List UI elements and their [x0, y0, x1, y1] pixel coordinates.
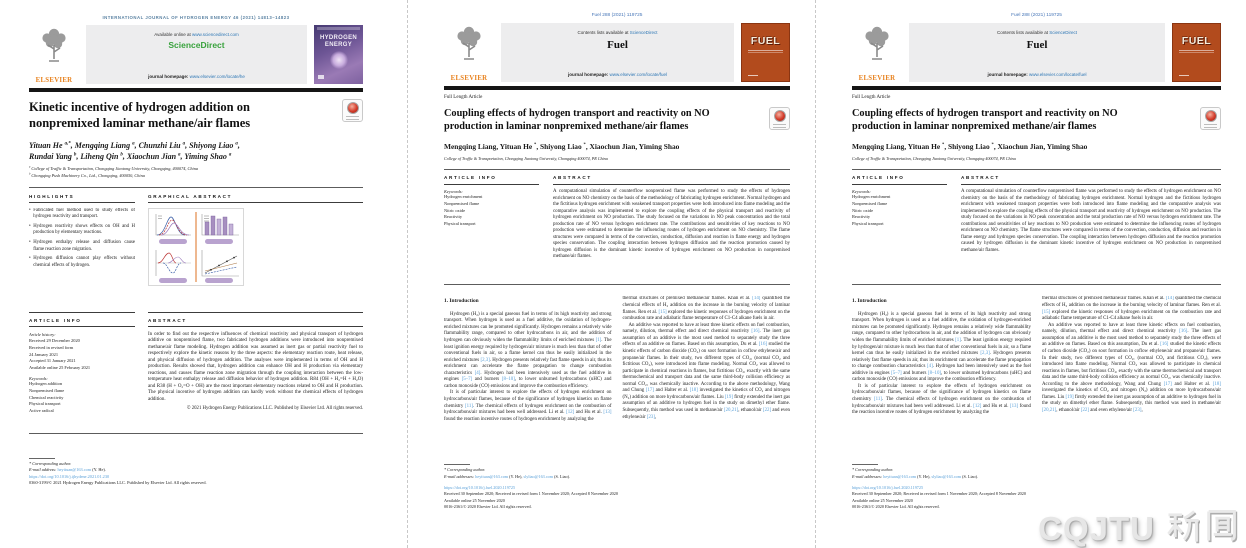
highlight-item: • Hydrogen diffusion cannot play effects without chemical effects of hydrogen.	[29, 256, 135, 268]
article-info-heading: ARTICLE INFO	[852, 175, 905, 181]
journal-homepage-line: journal homepage: www.elsevier.com/locate/fuel	[987, 72, 1087, 77]
abstract-text: In order to find out the respective influences of chemical reactivity and physical transport of hydrogen additive on nonpremixed flame, two fabricated hydrogen additions were introduced into nonpremixed methane/air flame modeling. Hydrogen addition was assumed as inert gas or partial reactivity fuel to respectively explore the kinetic reasons by the three aspects: the elementary reaction route, heat release, and physical diffusion of hydrogen addition. The analyses were implemented in terms of OH and H production. Results showed that, hydrogen addition can enhance OH and H production via elementary reactions, and causes flame reaction zone migration through the coupling interaction between the low-temperature heat enthalpy release and diffusion behavior of hydrogen addition. R84 (OH + H₂=H + H₂O) and R38 (H + O₂=O + OH) are the most important elementary reactions related to OH and H production. The physical incentive of hydrogen addition can hardly work without the chemical effects of hydrogen addition.	[148, 331, 363, 402]
authors-line: Mengqing Liang, Yituan He *, Shiyong Liao *, Xiaochun Jian, Yiming Shao	[444, 141, 680, 151]
keywords-label: Keywords:	[852, 189, 871, 195]
body-column-right	[1042, 296, 1221, 454]
elsevier-wordmark: ELSEVIER	[450, 75, 488, 82]
body-paragraph: thermal structures of premixed methane/air flames. Khan et al. [14] quantified the chemical effects of H₂ addition on the increase in the burning velocity of laminar flames. Ren et al. [15] explored the kinetic responses of hydrogen enrichment on the combustion rate and adiabatic flame temperature of C1-C4 alkane fuels in air.	[1042, 296, 1221, 322]
affiliation-line: $^b$ Chongqing Push Machinery Co., Ltd., Chongqing, 400050, China	[29, 172, 145, 179]
contents-lists-line: Contents lists available at ScienceDirect	[577, 30, 658, 35]
article-info-heading: ARTICLE INFO	[29, 317, 82, 323]
sciencedirect-link[interactable]: ScienceDirect	[629, 30, 658, 35]
body-paragraph: thermal structures of premixed methane/air flames. Khan et al. [14] quantified the chemical effects of H₂ addition on the increase in the burning velocity of laminar flames. Ren et al. [15] explored the kinetic responses of hydrogen enrichment on the combustion rate and adiabatic flame temperature of C1-C4 alkane fuels in air.	[622, 296, 790, 322]
abstract-text: A computational simulation of counterflow nonpremixed flame was performed to study the effects of hydrogen enrichment on NO chemistry on the basis of the methodology of fabricating hydrogen enrichment. Normal hydrogen and the fictitious hydrogen enrichment with weakened transport properties were both introduced into flame modeling and the comparative analysis was implemented to explore the coupling effects of the physical transport and reactivity of hydrogen enrichment on NO production. The study focused on the variations in NO peak concentration and the total production rate of NO versus hydrogen enrichment rate. The contributions and sensitivities of key reactions to NO production were estimated to determine the influencing routes of hydrogen enrichment on NO chemistry. The flame structures were compared in terms of the convection, conduction, diffusion and reaction in flame energy and hydrogen species conservation. The coupling interaction between hydrogen diffusion and the reaction promotion caused by hydrogen diffusion is the dominant kinetic incentive of hydrogen enrichment on NO production in nonpremixed methane/air flames.	[961, 189, 1221, 253]
introduction-heading: 1. Introduction	[852, 298, 887, 305]
affiliation-line: $^a$ College of Traffic & Transportation, Chongqing Jiaotong University, Chongqing, 400074, China	[29, 165, 199, 172]
journal-cover-fuel	[741, 23, 790, 82]
email-line: E-mail addresses: heyituan@163.com (Y. He), slyliao@163.com (S. Liao).	[444, 473, 571, 479]
elsevier-wordmark: ELSEVIER	[858, 75, 896, 82]
doi-link[interactable]: https://doi.org/10.1016/j.fuel.2020.119725	[852, 485, 924, 491]
elsevier-tree-icon	[859, 23, 895, 63]
body-text-columns	[852, 296, 1221, 454]
sciencedirect-logo[interactable]: ScienceDirect	[168, 40, 225, 50]
cover-title: FUEL	[1181, 35, 1212, 47]
available-online-line: Available online at www.sciencedirect.com	[154, 32, 239, 37]
article-type-label: Full Length Article	[852, 95, 891, 100]
check-for-updates-badge[interactable]	[1200, 107, 1221, 130]
journal-name: Fuel	[607, 39, 628, 51]
footnote-block	[444, 464, 790, 510]
paper-title: Kinetic incentive of hydrogen addition on nonpremixed laminar methane/air flames	[29, 100, 251, 130]
body-column-left	[852, 296, 1031, 454]
elsevier-logo	[29, 25, 79, 84]
section-divider	[852, 284, 1221, 285]
keywords-label: Keywords:	[444, 189, 463, 195]
email-link[interactable]: heyituan@163.com	[57, 467, 92, 473]
elsevier-wordmark: ELSEVIER	[35, 77, 73, 84]
elsevier-logo	[444, 23, 494, 82]
journal-header	[852, 23, 1221, 82]
footnote-block	[29, 458, 363, 487]
abstract-heading: ABSTRACT	[553, 175, 592, 181]
section-divider	[852, 169, 1221, 170]
check-for-updates-badge[interactable]	[769, 107, 790, 130]
check-for-updates-badge[interactable]	[342, 99, 363, 122]
abstract-heading: ABSTRACT	[148, 317, 187, 323]
header-divider-bar	[444, 86, 790, 90]
article-info-heading: ARTICLE INFO	[444, 175, 497, 181]
sciencedirect-banner	[909, 23, 1165, 82]
received-dates-line: Received 30 September 2020; Received in revised form 1 November 2020; Accepted 8 November 2020	[852, 491, 1026, 497]
journal-citation-line: Fuel 288 (2021) 119725	[591, 13, 643, 18]
header-divider-bar	[852, 86, 1221, 90]
watermark-latin-text: CQJTU	[1038, 509, 1155, 547]
journal-homepage-line: journal homepage: www.elsevier.com/locate/he	[148, 74, 245, 79]
copyright-line: © 2021 Hydrogen Energy Publications LLC. Published by Elsevier Ltd. All rights reserved.	[186, 405, 363, 411]
doi-link[interactable]: https://doi.org/10.1016/j.ijhydene.2021.01.230	[29, 473, 110, 479]
journal-homepage-line: journal homepage: www.elsevier.com/locate/fuel	[567, 72, 668, 77]
cover-orb-graphic	[330, 51, 348, 69]
cover-title: FUEL	[750, 35, 781, 47]
highlights-heading: HIGHLIGHTS	[29, 193, 75, 199]
journal-homepage-link[interactable]: www.elsevier.com/locate/he	[189, 74, 245, 79]
introduction-heading: 1. Introduction	[444, 298, 479, 305]
keywords-list: Hydrogen enrichment Nonpremixed flame Nitric oxide Reactivity Physical transport	[444, 194, 483, 226]
body-text-columns	[444, 296, 790, 454]
body-paragraph: It is of particular interest to explore the effects of hydrogen enrichment on hydrocarbons/air flames, because of the significance of hydrogen kinetics on flame chemistry [11]. The chemical effects of hydrogen enrichment on the combustion of hydrocarbons/air mixtures had been well addressed. Li et al. [12] and Hu et al. [13] found the reaction incentive routes of hydrogen enrichment by analyzing the	[444, 390, 612, 422]
graphical-abstract-image	[148, 208, 244, 286]
contents-lists-line: Contents lists available at ScienceDirect	[996, 30, 1078, 35]
graphical-abstract-figure	[148, 208, 363, 309]
affiliations	[852, 156, 1221, 162]
keywords-label: Keywords:	[29, 376, 48, 382]
section-divider	[29, 187, 363, 188]
check-for-updates-icon	[1205, 110, 1217, 122]
affiliation-line: College of Traffic & Transportation, Chongqing Jiaotong University, Chongqing 400074, PR China	[852, 156, 1016, 162]
watermark	[1038, 508, 1240, 547]
body-paragraph: Hydrogen (H₂) is a special gaseous fuel in terms of its high reactivity and strong transport. When hydrogen is used as a fuel additive, the oxidation of hydrogen-enriched mixtures can be promoted significantly. Hydrogen remains a relatively wide flammability range, compared to other hydrocarbons in air, and the addition of hydrogen can obviously widen the flammability limits of enriched mixtures [1]. The least ignition energy required by hydrogen/air mixture is much less than that of other conventional fuels in air, so a flame kernel can thus be easily initialized in the enriched mixtures [2,3]. Hydrogen presents relatively fast flame speeds in air, thus its enrichment can accelerate the flame propagation to change combustion characteristics [4]. Hydrogen had been intensively used as the fuel additive in engines [5–7] and burners [8–10], to lower unburned hydrocarbons (uHC) and carbon monoxide (CO) emissions and improve the combustion efficiency.	[444, 311, 612, 389]
journal-citation-line: INTERNATIONAL JOURNAL OF HYDROGEN ENERGY 46 (2021) 14813–14823	[102, 15, 290, 20]
elsevier-tree-icon	[36, 25, 72, 65]
paper-title: Coupling effects of hydrogen transport and reactivity on NO production in laminar nonpremixed methane/air flames	[852, 108, 1118, 133]
cover-publisher-mark	[318, 75, 324, 79]
available-online-line: Available online 25 November 2020	[852, 497, 913, 503]
check-for-updates-icon	[347, 102, 359, 114]
available-online-line: Available online 25 November 2020	[444, 497, 505, 503]
email-link[interactable]: slyliao@163.com	[931, 473, 962, 479]
email-line: E-mail addresses: heyituan@163.com (Y. He), slyliao@163.com (S. Liao).	[852, 473, 979, 479]
highlight-item: • Hydrogen reactivity shows effects on OH and H production by elementary reactions.	[29, 223, 135, 236]
journal-homepage-link[interactable]: www.elsevier.com/locate/fuel	[609, 72, 668, 77]
sciencedirect-url-link[interactable]: www.sciencedirect.com	[191, 32, 239, 37]
paper-page-fuel	[407, 0, 815, 548]
paper-page-fuel	[815, 0, 1246, 548]
doi-link[interactable]: https://doi.org/10.1016/j.fuel.2020.119725	[444, 485, 516, 491]
footnote-block	[852, 464, 1221, 510]
email-line: E-mail address: heyituan@163.com (Y. He).	[29, 467, 106, 473]
received-dates-line: Received 30 September 2020; Received in revised form 1 November 2020; Accepted 8 November 2020	[444, 491, 618, 497]
body-paragraph: An additive was reported to have at least three kinetic effects on fuel combustion, namely, dilution, thermal effect and direct chemical reactivity [16]. The inert gas assumption of an additive is the most used method to separately study the three effects of an additive on flames. Based on this assumption, Du et al. [16] studied the kinetic effects of carbon dioxide (CO₂) on soot formation in coflow ethylene/air and propane/air flames. In their study, two different types of CO₂, (normal CO₂ and fictitious CO₂), were introduced into flame modeling. Normal CO₂ was allowed to participate in chemical reactions in flames, but fictitious CO₂, exactly with the same thermochemical and transport data and the same third-body collision efficiency as normal CO₂, was chemically inactive. According to the above methodology, Wang and Chung [17] and Halter et al. [18] investigated the kinetics of CO₂ and nitrogen (N₂) addition on more hydrocarbons/air flames. Liu [19] firstly extended the inert gas assumption of an additive to hydrogen fuel in the study on dimethyl ether flame. Subsequently, this method was used in methane/air [20,21], ethanol/air [22] and even ethylene/air [23],	[622, 322, 790, 420]
authors-line: Yituan He $^{a,*}$, Mengqing Liang $^a$, Chunzhi Liu $^a$, Shiyong Liao $^a$, Rundai Yang $^b$, Liheng Qin $^b$, Xiaochun Jian $^a$, Yiming Shao $^a$	[29, 141, 240, 162]
highlight-item: • Hydrogen enthalpy release and diffusion cause flame reaction zone migration.	[29, 240, 135, 252]
authors-line: Mengqing Liang, Yituan He *, Shiyong Liao *, Xiaochun Jian, Yiming Shao	[852, 141, 1088, 151]
article-history: Article history: Received 29 December 2020 Received in revised form 24 January 2021 Accepted 31 January 2021 Available online 25 February 2021	[29, 331, 91, 370]
abstract-text: A computational simulation of counterflow nonpremixed flame was performed to study the effects of hydrogen enrichment on NO chemistry on the basis of the methodology of fabricating hydrogen enrichment. Normal hydrogen and the fictitious hydrogen enrichment with weakened transport properties were both introduced into flame modeling and the comparative analysis was implemented to explore the coupling effects of the physical transport and reactivity of hydrogen enrichment on NO production. The study focused on the variations in NO peak concentration and the total production rate of NO versus hydrogen enrichment rate. The contributions and sensitivities of key reactions to NO production were estimated to determine the influencing routes of hydrogen enrichment on NO chemistry. The flame structures were compared in terms of the convection, conduction, diffusion and reaction in flame energy and hydrogen species conservation. The coupling interaction between hydrogen diffusion and the reaction promotion caused by hydrogen diffusion is the dominant kinetic incentive of hydrogen enrichment on NO production in nonpremixed methane/air flames.	[553, 189, 790, 260]
highlights-list	[29, 208, 135, 309]
journal-homepage-link[interactable]: www.elsevier.com/locate/fuel	[1028, 72, 1087, 77]
email-link[interactable]: heyituan@163.com	[475, 473, 509, 479]
body-paragraph: Hydrogen (H₂) is a special gaseous fuel in terms of its high reactivity and strong transport. When hydrogen is used as a fuel additive, the oxidation of hydrogen-enriched mixtures can be promoted significantly. Hydrogen remains a relatively wide flammability range, compared to other hydrocarbons in air, and the addition of hydrogen can obviously widen the flammability limits of enriched mixtures [1]. The least ignition energy required by hydrogen/air mixture is much less than that of other conventional fuels in air, so a flame kernel can thus be easily initialized in the enriched mixtures [2,3]. Hydrogen presents relatively fast flame speeds in air, thus its enrichment can accelerate the flame propagation to change combustion characteristics [4]. Hydrogen had been intensively used as the fuel additive in engines [5–7] and burners [8–10], to lower unburned hydrocarbons (uHC) and carbon monoxide (CO) emissions and improve the combustion efficiency.	[852, 311, 1031, 383]
body-column-left	[444, 296, 612, 454]
graphical-abstract-heading: GRAPHICAL ABSTRACT	[148, 193, 233, 199]
affiliation-line: College of Traffic & Transportation, Chongqing Jiaotong University, Chongqing 400074, PR China	[444, 156, 608, 162]
journal-citation-line: Fuel 288 (2021) 119725	[1011, 13, 1062, 18]
corresponding-author-note: * Corresponding author.	[29, 460, 72, 466]
issn-copyright-line: 0016-2361/© 2020 Elsevier Ltd. All rights reserved.	[852, 503, 940, 509]
body-paragraph: It is of particular interest to explore the effects of hydrogen enrichment on hydrocarbons/air flames, because of the significance of hydrogen kinetics on flame chemistry [11]. The chemical effects of hydrogen enrichment on the combustion of hydrocarbons/air mixtures had been well addressed. Li et al. [12] and Hu et al. [13] found the reaction incentive routes of hydrogen enrichment by analyzing the	[852, 383, 1031, 416]
watermark-cjk-xinwen	[1164, 508, 1240, 544]
journal-cover-fuel	[1172, 23, 1221, 82]
keywords-list: Hydrogen enrichment Nonpremixed flame Nitric oxide Reactivity Physical transport	[852, 194, 891, 226]
sciencedirect-link[interactable]: ScienceDirect	[1049, 30, 1078, 35]
elsevier-logo	[852, 23, 902, 82]
paper-page-hydrogen-energy	[0, 0, 407, 548]
body-column-right	[623, 296, 791, 454]
affiliations	[29, 166, 363, 179]
sciencedirect-banner	[501, 23, 734, 82]
issn-copyright-line: 0016-2361/© 2020 Elsevier Ltd. All rights reserved.	[444, 503, 532, 509]
corresponding-author-note: * Corresponding author.	[852, 467, 894, 473]
highlight-item: • Fabricated fuel method used to study effects of hydrogen reactivity and transport.	[29, 207, 135, 220]
section-divider	[444, 169, 790, 170]
journal-cover-hydrogen-energy	[314, 25, 363, 84]
journal-name: Fuel	[1026, 39, 1048, 51]
journal-header	[29, 25, 363, 84]
email-link[interactable]: heyituan@163.com	[883, 473, 917, 479]
email-link[interactable]: slyliao@163.com	[523, 473, 554, 479]
journal-header	[444, 23, 790, 82]
keywords-list: Hydrogen addition Nonpremixed flame Chemical reactivity Physical transport Active radical	[29, 381, 65, 413]
affiliations	[444, 156, 790, 162]
sciencedirect-banner	[86, 25, 307, 84]
body-paragraph: An additive was reported to have at least three kinetic effects on fuel combustion, namely, dilution, thermal effect and direct chemical reactivity [16]. The inert gas assumption of an additive is the most used method to separately study the three effects of an additive on flames. Based on this assumption, Du et al. [16] studied the kinetic effects of carbon dioxide (CO₂) on soot formation in coflow ethylene/air and propane/air flames. In their study, two different types of CO₂, (normal CO₂ and fictitious CO₂), were introduced into flame modeling. Normal CO₂ was allowed to participate in chemical reactions in flames, but fictitious CO₂, exactly with the same thermochemical and transport data and the same third-body collision efficiency as normal CO₂, was chemically inactive. According to the above methodology, Wang and Chung [17] and Halter et al. [18] investigated the kinetics of CO₂ and nitrogen (N₂) addition on more hydrocarbons/air flames. Liu [19] firstly extended the inert gas assumption of an additive to hydrogen fuel in the study on dimethyl ether flame. Subsequently, this method was used in methane/air [20,21], ethanol/air [22] and even ethylene/air [23],	[1042, 322, 1221, 414]
abstract-heading: ABSTRACT	[961, 175, 1000, 181]
issn-copyright-line: 0360-3199/© 2021 Hydrogen Energy Publications LLC. Published by Elsevier Ltd. All rights reserved.	[29, 480, 207, 485]
section-divider	[444, 284, 790, 285]
article-type-label: Full Length Article	[444, 95, 483, 100]
elsevier-tree-icon	[451, 23, 487, 63]
paper-title: Coupling effects of hydrogen transport and reactivity on NO production in laminar nonpremixed methane/air flames	[444, 108, 710, 133]
check-for-updates-icon	[774, 110, 786, 122]
corresponding-author-note: * Corresponding author.	[444, 467, 486, 473]
header-divider-bar	[29, 88, 363, 92]
section-divider	[29, 433, 363, 434]
cover-title: HYDROGEN ENERGY	[319, 35, 358, 48]
